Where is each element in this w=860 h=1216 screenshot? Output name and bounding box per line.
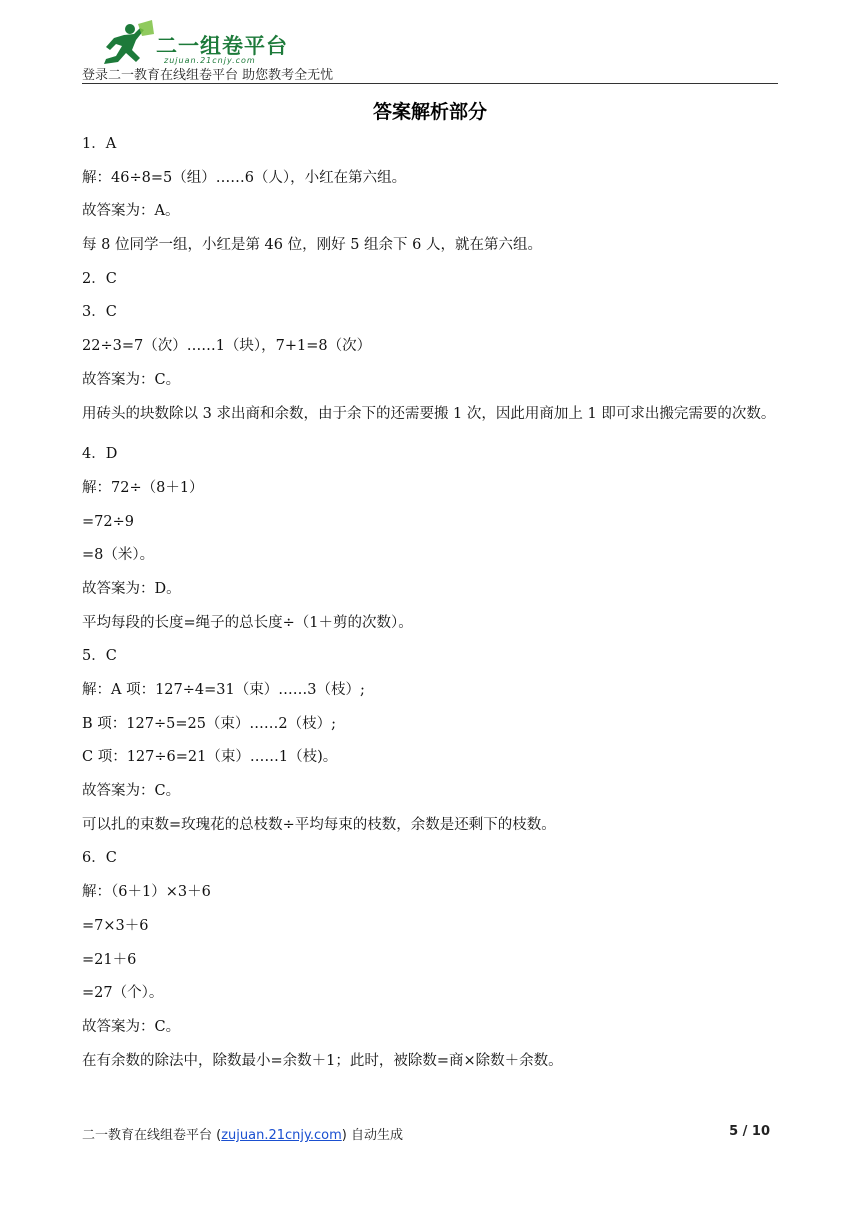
page-header	[82, 16, 778, 86]
answer-line: 1．A	[82, 136, 117, 152]
answer-line: 3．C	[82, 304, 117, 321]
logo-title: 二一组卷平台	[156, 34, 288, 58]
page-number: 5 / 10	[729, 1124, 770, 1139]
answer-line: 解：A 项：127÷4=31（束）……3（枝）;	[82, 682, 365, 698]
answer-line: 4．D	[82, 446, 118, 463]
answer-line: 6．C	[82, 850, 117, 867]
answer-line: 解：46÷8=5（组）……6（人），小红在第六组。	[82, 169, 407, 186]
footer-source	[82, 1124, 403, 1143]
answer-line: 22÷3=7（次）……1（块），7+1=8（次）	[82, 338, 372, 355]
answer-line: =72÷9	[82, 513, 134, 530]
platform-logo	[94, 20, 354, 70]
page-footer	[82, 1124, 778, 1148]
header-divider	[82, 83, 778, 84]
page-title: 答案解析部分	[372, 101, 487, 123]
answer-line: 故答案为：C。	[82, 371, 181, 388]
answer-line: =8（米）。	[82, 547, 155, 564]
runner-logo-icon	[94, 20, 156, 68]
footer-link[interactable]: zujuan.21cnjy.com	[221, 1128, 342, 1143]
answer-line: =27（个）。	[82, 985, 164, 1002]
answer-line: 每 8 位同学一组，小红是第 46 位，刚好 5 组余下 6 人，就在第六组。	[82, 237, 542, 254]
answer-line: 2．C	[82, 270, 117, 287]
answer-line: 故答案为：C。	[82, 1018, 181, 1035]
answer-line: 5．C	[82, 648, 117, 665]
footer-prefix: 二一教育在线组卷平台 (	[82, 1128, 222, 1143]
answer-line: 用砖头的块数除以 3 求出商和余数，由于余下的还需要搬 1 次，因此用商加上 1 即可求出搬完需要的次数。	[82, 405, 776, 422]
answer-line: B 项：127÷5=25（束）……2（枝）;	[82, 715, 337, 732]
answer-line: =7×3＋6	[82, 917, 149, 934]
answer-line: C 项：127÷6=21（束）……1（枝)。	[82, 749, 338, 766]
answer-line: =21＋6	[82, 951, 137, 968]
header-slogan: 登录二一教育在线组卷平台 助您教考全无忧	[82, 68, 334, 83]
answer-line: 故答案为：D。	[82, 580, 181, 597]
answer-content	[82, 134, 782, 1084]
footer-suffix: ) 自动生成	[341, 1128, 403, 1143]
logo-subtitle: zujuan.21cnjy.com	[164, 56, 256, 65]
answer-line: 解：（6＋1）×3＋6	[82, 884, 211, 901]
answer-line: 故答案为：A。	[82, 203, 180, 220]
answer-line: 在有余数的除法中，除数最小=余数＋1；此时，被除数=商×除数＋余数。	[82, 1052, 563, 1069]
answer-line: 解：72÷（8＋1）	[82, 479, 204, 496]
answer-line: 故答案为：C。	[82, 783, 181, 800]
answer-line: 可以扎的束数=玫瑰花的总枝数÷平均每束的枝数，余数是还剩下的枝数。	[82, 816, 556, 833]
answer-line: 平均每段的长度=绳子的总长度÷（1＋剪的次数）。	[82, 614, 413, 631]
